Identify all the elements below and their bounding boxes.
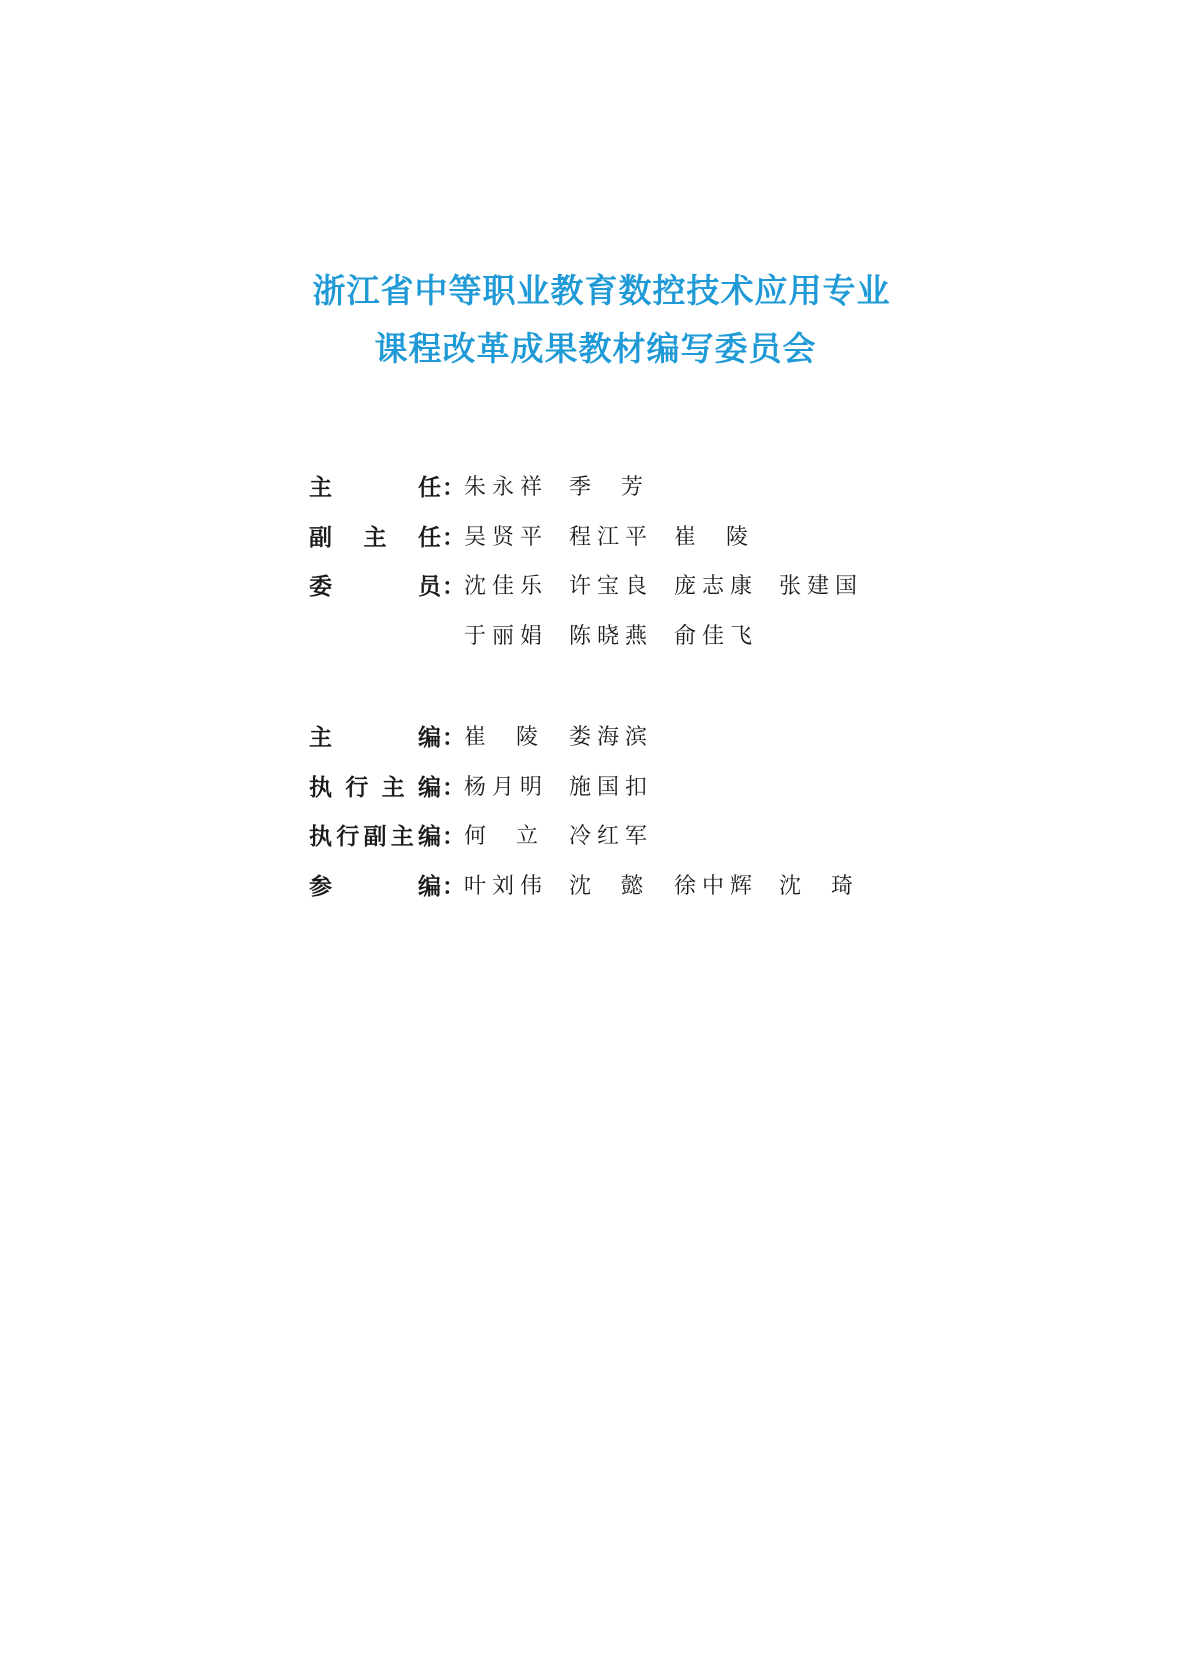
role-label: 主编 (309, 725, 441, 752)
role-label: 参编 (309, 873, 441, 900)
person-name: 程江平 (569, 524, 654, 550)
label-colon: ： (442, 524, 465, 551)
name-list (464, 569, 884, 600)
role-label: 委员 (309, 574, 441, 601)
name-list (464, 869, 884, 900)
person-name: 何 立 (464, 824, 538, 850)
editors-row (309, 810, 909, 860)
person-name: 娄海滨 (569, 725, 654, 751)
role-label: 副主任 (309, 524, 441, 551)
person-name: 冷红军 (569, 824, 654, 850)
name-list (464, 720, 674, 751)
person-name: 季 芳 (569, 475, 643, 501)
committee-section (309, 461, 909, 659)
name-list (464, 819, 674, 850)
label-colon: ： (442, 824, 465, 851)
person-name: 崔 陵 (464, 725, 538, 751)
editors-section (309, 711, 909, 909)
label-colon: ： (442, 725, 465, 752)
role-label: 执行主编 (309, 774, 441, 801)
editors-row (309, 860, 909, 910)
title-line-2: 课程改革成果教材编写委员会 (374, 329, 817, 368)
label-colon: ： (442, 574, 465, 601)
person-name: 朱永祥 (464, 475, 549, 501)
label-colon: ： (442, 774, 465, 801)
person-name: 沈佳乐 (464, 574, 549, 600)
person-name: 沈 琦 (779, 873, 853, 899)
committee-row (309, 610, 909, 660)
committee-row (309, 461, 909, 511)
label-colon: ： (442, 475, 465, 502)
committee-row (309, 560, 909, 610)
person-name: 许宝良 (569, 574, 654, 600)
committee-row (309, 511, 909, 561)
name-list (464, 619, 779, 650)
person-name: 吴贤平 (464, 524, 549, 550)
document-title (0, 262, 1203, 378)
person-name: 张建国 (779, 574, 864, 600)
title-line-1: 浙江省中等职业教育数控技术应用专业 (312, 271, 891, 310)
person-name: 徐中辉 (674, 873, 759, 899)
role-label: 主任 (309, 475, 441, 502)
editors-row (309, 761, 909, 811)
name-list (464, 520, 779, 551)
label-colon: ： (442, 873, 465, 900)
name-list (464, 470, 674, 501)
person-name: 沈 懿 (569, 873, 643, 899)
role-label: 执行副主编 (309, 824, 441, 851)
person-name: 崔 陵 (674, 524, 748, 550)
person-name: 于丽娟 (464, 623, 549, 649)
person-name: 俞佳飞 (674, 623, 759, 649)
person-name: 叶刘伟 (464, 873, 549, 899)
editors-row (309, 711, 909, 761)
name-list (464, 770, 674, 801)
person-name: 陈晓燕 (569, 623, 654, 649)
person-name: 杨月明 (464, 774, 549, 800)
person-name: 庞志康 (674, 574, 759, 600)
person-name: 施国扣 (569, 774, 654, 800)
